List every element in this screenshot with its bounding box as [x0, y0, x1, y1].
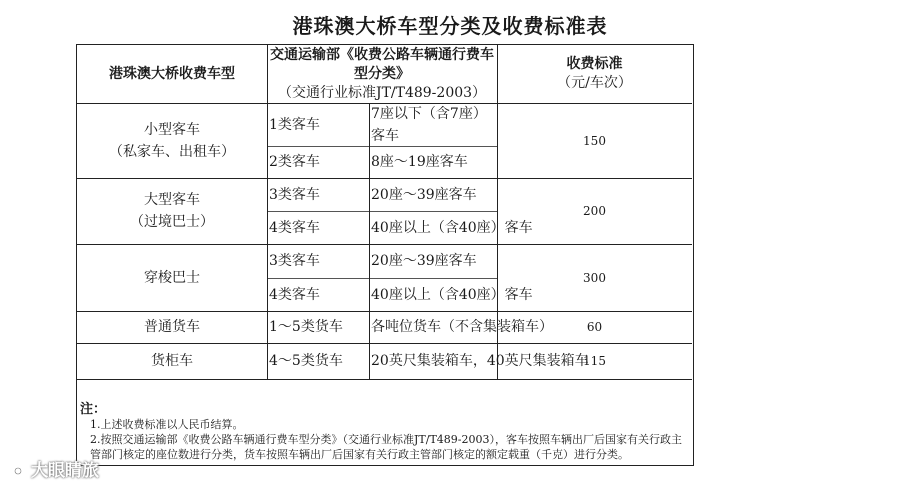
vehicle-type-name: 小型客车: [144, 121, 200, 138]
header-standard-line2: （交通行业标准JT/T489-2003）: [277, 84, 487, 101]
vehicle-type-name: 穿梭巴士: [144, 269, 200, 286]
vehicle-type-name: 货柜车: [151, 353, 193, 369]
class-cell: 4类客车: [269, 220, 320, 236]
vehicle-type-cell: [77, 178, 267, 244]
notes-section: [80, 402, 692, 462]
header-fee-line1: 收费标准: [566, 56, 623, 72]
desc-cell: 40座以上（含40座）客车: [371, 220, 533, 236]
vehicle-type-cell: [77, 244, 267, 311]
header-vehicle-type: 港珠澳大桥收费车型: [109, 66, 235, 82]
fee-cell: 115: [583, 354, 606, 368]
vehicle-type-note: （过境巴士）: [130, 214, 214, 230]
header-fee: [497, 45, 692, 103]
vehicle-type-name: 普通货车: [144, 319, 200, 335]
vehicle-type-cell: [77, 103, 267, 178]
vehicle-type-note: （私家车、出租车）: [109, 143, 235, 160]
notes-divider: [77, 379, 692, 380]
desc-cell: 40座以上（含40座）客车: [371, 287, 533, 303]
class-cell: 3类客车: [269, 253, 320, 269]
desc-cell: 20英尺集装箱车，40英尺集装箱车: [371, 353, 589, 369]
header-fee-line2: （元/车次）: [557, 75, 632, 91]
notes-label: 注：: [80, 402, 107, 417]
fee-cell: 200: [583, 204, 606, 218]
desc-cell: 20座～39座客车: [371, 187, 477, 203]
row-divider: [267, 211, 497, 212]
eye-logo-icon: [8, 459, 28, 479]
note-item: 2.按照交通运输部《收费公路车辆通行费车型分类》（交通行业标准JT/T489-2003），客车按照车辆出厂后国家有关行政主管部门核定的座位数进行分类，货车按照车辆出厂后国家有关行政主管部门核定的额定载重（千克）进行分类。: [90, 433, 682, 461]
desc-cell: 7座以下（含7座）客车: [371, 106, 487, 144]
desc-cell: 各吨位货车（不含集装箱车）: [371, 319, 553, 335]
row-divider: [267, 278, 497, 279]
note-item: 1.上述收费标准以人民币结算。: [90, 418, 244, 431]
watermark: [8, 456, 99, 481]
page-title: 港珠澳大桥车型分类及收费标准表: [292, 14, 608, 38]
desc-cell: 8座～19座客车: [371, 154, 468, 170]
fee-cell: 300: [583, 270, 606, 285]
header-standard: [267, 45, 497, 103]
fee-cell: 60: [586, 320, 603, 334]
vehicle-type-cell: [77, 311, 267, 343]
class-cell: 4～5类货车: [269, 353, 343, 369]
desc-cell: 20座～39座客车: [371, 253, 477, 269]
class-cell: 2类客车: [269, 154, 320, 170]
watermark-text: 大眼睛旅: [31, 461, 99, 481]
class-cell: 3类客车: [269, 187, 320, 203]
fee-cell: 150: [583, 133, 606, 148]
vehicle-type-cell: [77, 343, 267, 379]
vehicle-type-name: 大型客车: [144, 192, 200, 208]
class-cell: 1类客车: [269, 117, 320, 133]
class-cell: 1～5类货车: [269, 319, 343, 335]
class-cell: 4类客车: [269, 287, 320, 303]
header-standard-line1: 交通运输部《收费公路车辆通行费车型分类》: [270, 46, 494, 82]
